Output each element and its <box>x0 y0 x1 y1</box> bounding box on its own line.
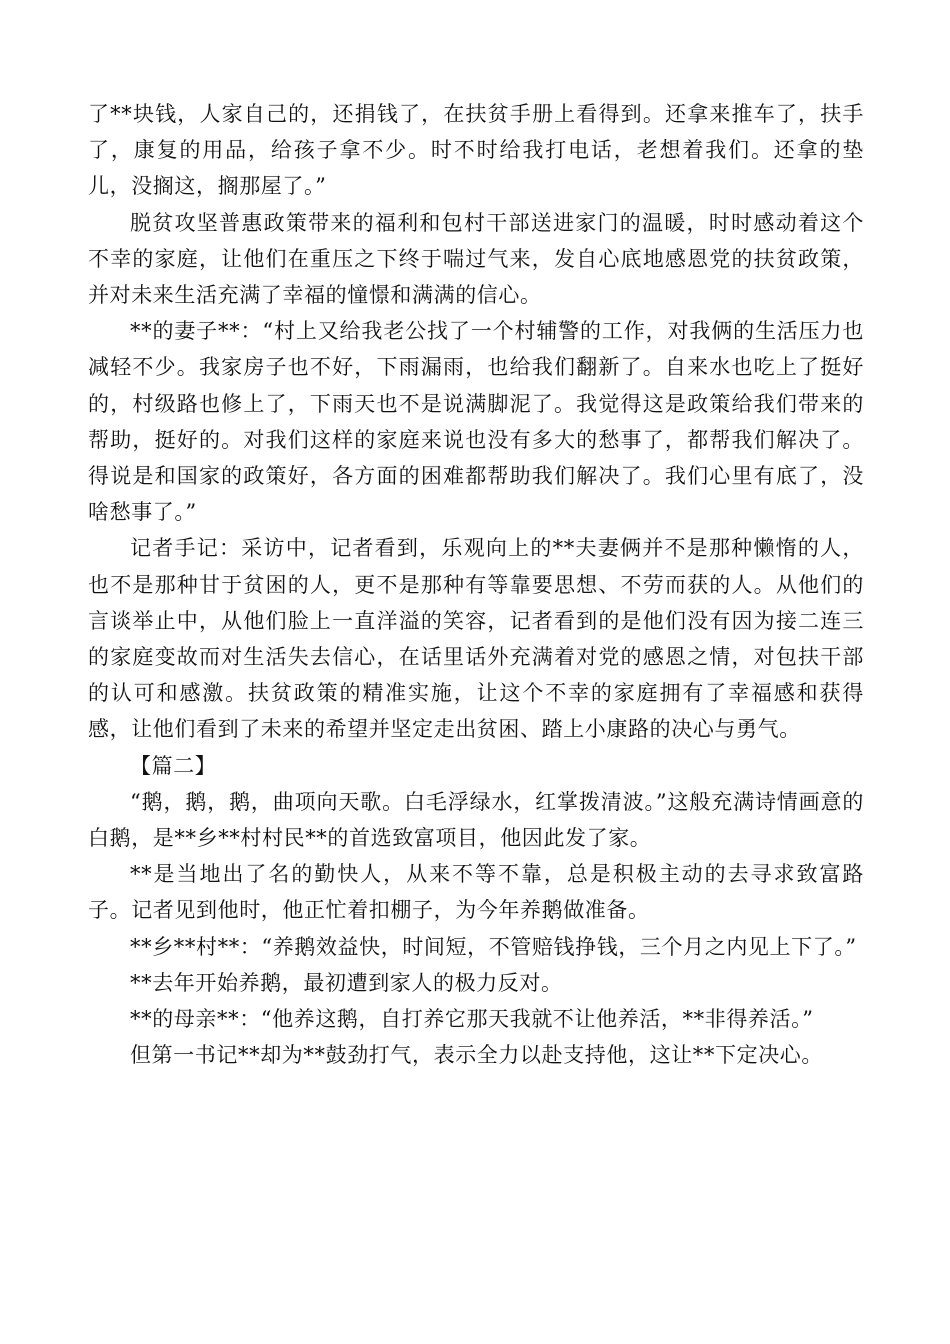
paragraph-reporter-notes: 记者手记：采访中，记者看到，乐观向上的**夫妻俩并不是那种懒惰的人，也不是那种甘于贫困的人，更不是那种有等靠要思想、不劳而获的人。从他们的言谈举止中，从他们脸上一直洋溢的笑容，记者看到的是他们没有因为接二连三的家庭变故而对生活失去信心，在话里话外充满着对党的感恩之情，对包扶干部的认可和感激。扶贫政策的精准实施，让这个不幸的家庭拥有了幸福感和获得感，让他们看到了未来的希望并坚定走出贫困、踏上小康路的决心与勇气。 <box>88 536 864 742</box>
section-heading: 【篇二】 <box>130 753 217 778</box>
document-page <box>88 96 864 1073</box>
paragraph-villager-quote: **乡**村**：“养鹅效益快，时间短，不管赔钱挣钱，三个月之内见上下了。” <box>130 934 857 959</box>
paragraph-policy-warmth: 脱贫攻坚普惠政策带来的福利和包村干部送进家门的温暖，时时感动着这个不幸的家庭，让他们在重压之下终于喘过气来，发自心底地感恩党的扶贫政策，并对未来生活充满了幸福的憧憬和满满的信心。 <box>88 210 864 308</box>
paragraph-continuation: 了**块钱，人家自己的，还捐钱了，在扶贫手册上看得到。还拿来推车了，扶手了，康复的用品，给孩子拿不少。时不时给我打电话，老想着我们。还拿的垫儿，没搁这，搁那屋了。” <box>88 102 864 199</box>
paragraph-goose-poem: “鹅，鹅，鹅，曲项向天歌。白毛浮绿水，红掌拨清波。”这般充满诗情画意的白鹅，是**乡**村村民**的首选致富项目，他因此发了家。 <box>88 789 864 851</box>
paragraph-family-opposition: **去年开始养鹅，最初遭到家人的极力反对。 <box>130 970 563 995</box>
paragraph-mother-quote: **的母亲**：“他养这鹅，自打养它那天我就不让他养活，**非得养活。” <box>130 1007 814 1032</box>
paragraph-secretary-support: 但第一书记**却为**鼓劲打气，表示全力以赴支持他，这让**下定决心。 <box>130 1043 823 1068</box>
paragraph-wife-quote: **的妻子**：“村上又给我老公找了一个村辅警的工作，对我俩的生活压力也减轻不少。我家房子也不好，下雨漏雨，也给我们翻新了。自来水也吃上了挺好的，村级路也修上了，下雨天也不是说满脚泥了。我觉得这是政策给我们带来的帮助，挺好的。对我们这样的家庭来说也没有多大的愁事了，都帮我们解决了。得说是和国家的政策好，各方面的困难都帮助我们解决了。我们心里有底了，没啥愁事了。” <box>88 319 864 525</box>
paragraph-hardworking: **是当地出了名的勤快人，从来不等不靠，总是积极主动的去寻求致富路子。记者见到他时，他正忙着扣棚子，为今年养鹅做准备。 <box>88 862 864 923</box>
